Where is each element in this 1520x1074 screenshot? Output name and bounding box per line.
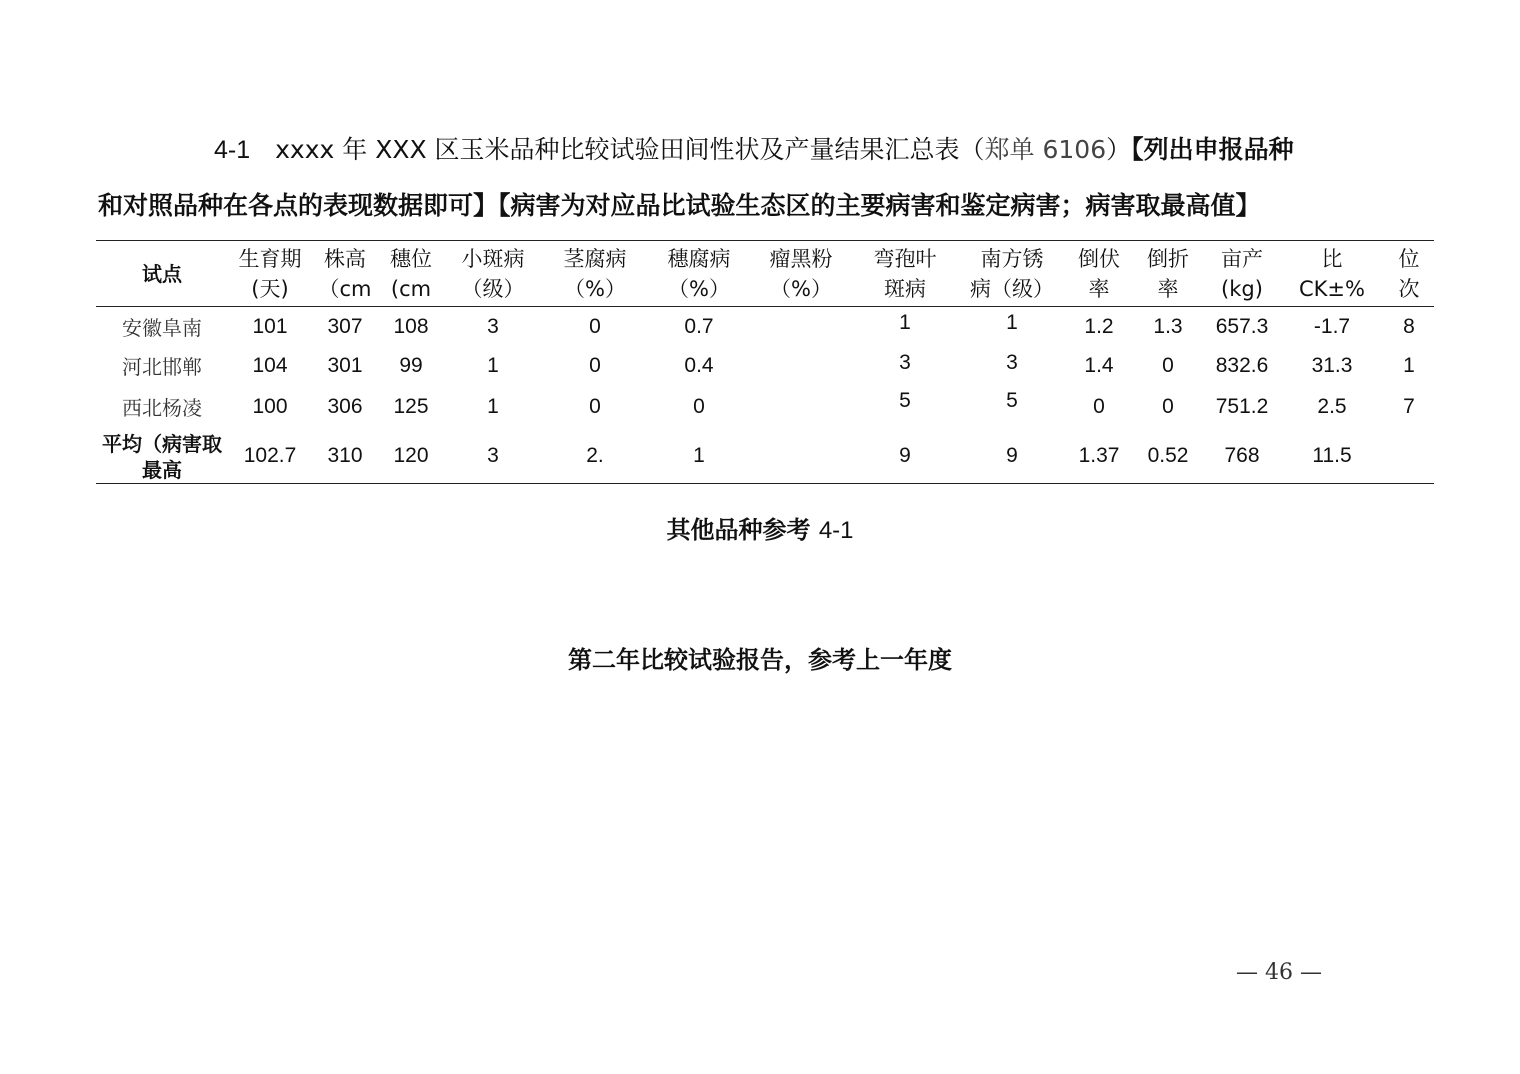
value-cell: [750, 429, 852, 484]
value-cell: 3: [1006, 350, 1018, 374]
column-header: [444, 241, 542, 307]
value-cell: 9: [1006, 443, 1018, 467]
column-header: [312, 241, 378, 307]
value-cell: 0: [589, 394, 601, 418]
column-header: [648, 241, 750, 307]
value-cell: 832.6: [1215, 353, 1269, 377]
value-cell: 306: [327, 394, 363, 418]
value-cell: 104: [252, 353, 288, 377]
column-header-line: (cm: [390, 277, 432, 301]
value-cell: 9: [899, 443, 911, 467]
value-cell: 1.2: [1084, 314, 1114, 338]
column-header-line: 比: [1321, 247, 1343, 271]
table-row: [96, 307, 1434, 347]
value-cell: 1: [1006, 311, 1018, 334]
column-header-line: （%）: [564, 277, 626, 301]
value-cell: 11.5: [1312, 443, 1352, 467]
column-header-line: (kg): [1221, 277, 1263, 301]
column-header: [228, 241, 312, 307]
column-header-line: 弯孢叶: [873, 247, 937, 271]
column-header-line: （%）: [770, 277, 832, 301]
value-cell: 0: [589, 314, 601, 338]
column-header-line: 次: [1398, 277, 1420, 301]
value-cell: 101: [252, 314, 288, 338]
site-cell: 西北杨凌: [122, 396, 202, 420]
column-header-line: （cm: [318, 277, 372, 301]
value-cell: 5: [1006, 388, 1018, 412]
trial-results-table: [96, 240, 1434, 484]
column-header-line: （%）: [668, 277, 730, 301]
column-header-line: 倒折: [1147, 247, 1189, 271]
column-header: [750, 241, 852, 307]
site-cell: 河北邯郸: [122, 355, 202, 379]
value-cell: 125: [393, 394, 429, 418]
value-cell: 1.37: [1078, 443, 1120, 467]
value-cell: -1.7: [1313, 314, 1351, 338]
other-varieties-ref: 4-1: [818, 517, 854, 544]
table-caption: [98, 122, 1424, 234]
value-cell: 0: [1162, 353, 1174, 377]
value-cell: 31.3: [1311, 353, 1353, 377]
value-cell: 120: [393, 443, 429, 467]
value-cell: 102.7: [243, 443, 297, 467]
caption-variety: 郑单 6106: [984, 135, 1107, 164]
value-cell: 1: [899, 311, 911, 334]
site-cell: 平均（病害取最高: [102, 431, 222, 482]
value-cell: 2.: [586, 443, 604, 467]
value-cell: 1: [487, 394, 499, 418]
value-cell: 8: [1403, 314, 1415, 338]
column-header: [542, 241, 648, 307]
column-header-line: 生育期: [238, 247, 302, 271]
value-cell: [750, 307, 852, 347]
value-cell: 5: [899, 388, 911, 412]
column-header-line: （级）: [461, 277, 525, 301]
caption-table-number: 4-1: [214, 136, 276, 164]
value-cell: 0.52: [1147, 443, 1189, 467]
column-header: [1132, 241, 1204, 307]
page-number: — 46 —: [1236, 960, 1322, 985]
column-header-line: 倒伏: [1078, 247, 1120, 271]
value-cell: 751.2: [1215, 394, 1269, 418]
value-cell: 310: [327, 443, 363, 467]
value-cell: 0.7: [684, 314, 714, 338]
column-header: [1384, 241, 1434, 307]
value-cell: 0.4: [684, 353, 714, 377]
value-cell: 108: [393, 314, 429, 338]
column-header-line: 瘤黑粉: [769, 247, 833, 271]
column-header-line: 穗位: [390, 247, 432, 271]
value-cell: 1: [1403, 353, 1415, 377]
column-header-line: 率: [1088, 277, 1110, 301]
table-row: [96, 385, 1434, 429]
value-cell: 0: [1093, 394, 1105, 418]
value-cell: 1.4: [1084, 353, 1114, 377]
column-header-line: CK±%: [1299, 277, 1365, 301]
column-header-line: 斑病: [884, 277, 926, 301]
column-header-line: 株高: [324, 247, 366, 271]
value-cell: 0: [1162, 394, 1174, 418]
table-row: [96, 347, 1434, 385]
value-cell: 0: [693, 394, 705, 418]
column-header-line: 率: [1157, 277, 1179, 301]
caption-line-2: 和对照品种在各点的表现数据即可】【病害为对应品比试验生态区的主要病害和鉴定病害；病害取最高值】: [98, 191, 1261, 220]
value-cell: 1: [693, 443, 705, 467]
value-cell: [1384, 429, 1434, 484]
site-cell: 安徽阜南: [122, 316, 202, 341]
value-cell: 0: [589, 353, 601, 377]
column-header-line: 亩产: [1221, 247, 1263, 271]
value-cell: 3: [899, 350, 911, 374]
value-cell: 307: [327, 314, 363, 338]
table-body: [96, 307, 1434, 484]
value-cell: 768: [1224, 443, 1260, 467]
column-header: [958, 241, 1066, 307]
value-cell: 7: [1403, 394, 1415, 418]
column-header-line: (天): [251, 277, 289, 301]
table-row: [96, 429, 1434, 484]
caption-note-start: 【列出申报品种: [1131, 135, 1294, 164]
column-header-line: 病（级）: [970, 277, 1054, 301]
table-header-row: [96, 241, 1434, 307]
other-varieties-text: 其他品种参考: [666, 516, 811, 544]
column-header-line: 试点: [142, 262, 182, 286]
column-header: [1066, 241, 1132, 307]
caption-line-1: [98, 122, 1424, 178]
value-cell: 2.5: [1317, 394, 1347, 418]
column-header-line: 南方锈: [980, 247, 1044, 271]
value-cell: 1: [487, 353, 499, 377]
column-header: [852, 241, 958, 307]
column-header: [1280, 241, 1384, 307]
column-header-line: 穗腐病: [667, 247, 731, 271]
other-varieties-note: [0, 510, 1520, 545]
value-cell: 3: [487, 314, 499, 338]
value-cell: 657.3: [1215, 314, 1269, 338]
column-header: [378, 241, 444, 307]
column-header: [1204, 241, 1280, 307]
value-cell: 301: [327, 353, 363, 377]
caption-close-paren: ）: [1106, 135, 1132, 164]
value-cell: 100: [252, 394, 288, 418]
value-cell: 3: [487, 443, 499, 467]
second-year-note: 第二年比较试验报告，参考上一年度: [568, 646, 952, 674]
column-header-line: 位: [1398, 247, 1420, 271]
column-header: [96, 241, 228, 307]
caption-title: xxxx 年 XXX 区玉米品种比较试验田间性状及产量结果汇总表（: [275, 135, 985, 164]
column-header-line: 茎腐病: [563, 247, 627, 271]
value-cell: 99: [399, 353, 423, 377]
value-cell: [750, 385, 852, 429]
value-cell: [750, 347, 852, 385]
value-cell: 1.3: [1153, 314, 1183, 338]
column-header-line: 小斑病: [461, 247, 525, 271]
